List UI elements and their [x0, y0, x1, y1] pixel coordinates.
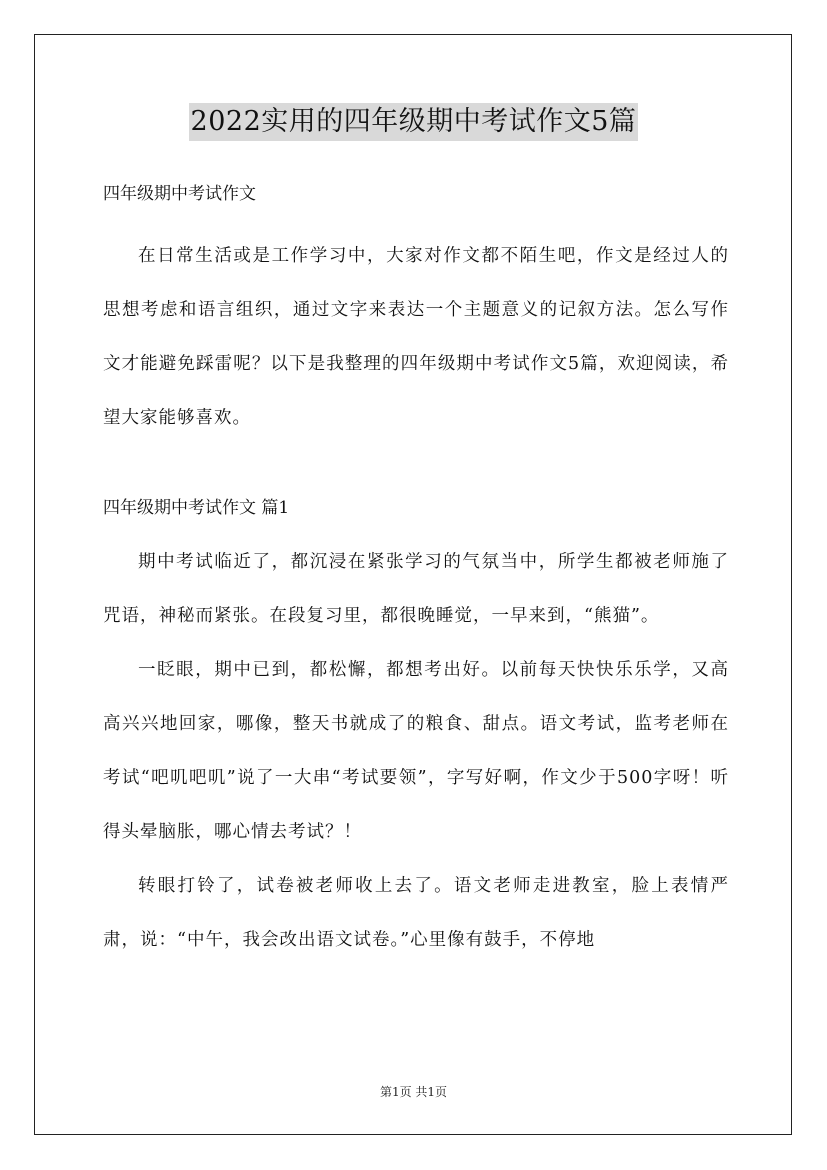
section-heading: 四年级期中考试作文 篇1 [103, 498, 290, 518]
body-paragraph-1: 期中考试临近了，都沉浸在紧张学习的气氛当中，所学生都被老师施了咒语，神秘而紧张。在段复习里，都很晚睡觉，一早来到，“熊猫”。 [103, 552, 729, 626]
intro-heading: 四年级期中考试作文 [103, 184, 256, 204]
document-body [103, 175, 729, 967]
title-container [0, 103, 827, 141]
document-title: 2022实用的四年级期中考试作文5篇 [189, 103, 639, 141]
intro-paragraph: 在日常生活或是工作学习中，大家对作文都不陌生吧，作文是经过人的思想考虑和语言组织，通过文字来表达一个主题意义的记叙方法。怎么写作文才能避免踩雷呢？以下是我整理的四年级期中考试作文5篇，欢迎阅读，希望大家能够喜欢。 [103, 246, 729, 428]
page-footer: 第1页 共1页 [379, 1085, 448, 1099]
body-paragraph-3: 转眼打铃了，试卷被老师收上去了。语文老师走进教室，脸上表情严肃，说：“中午，我会改出语文试卷。”心里像有鼓手，不停地 [103, 876, 729, 950]
body-paragraph-2: 一眨眼，期中已到，都松懈，都想考出好。以前每天快快乐乐学，又高高兴兴地回家，哪像，整天书就成了的粮食、甜点。语文考试，监考老师在考试“吧叽吧叽”说了一大串“考试要领”，字写好啊，作文少于500字呀！听得头晕脑胀，哪心情去考试？！ [103, 660, 729, 842]
